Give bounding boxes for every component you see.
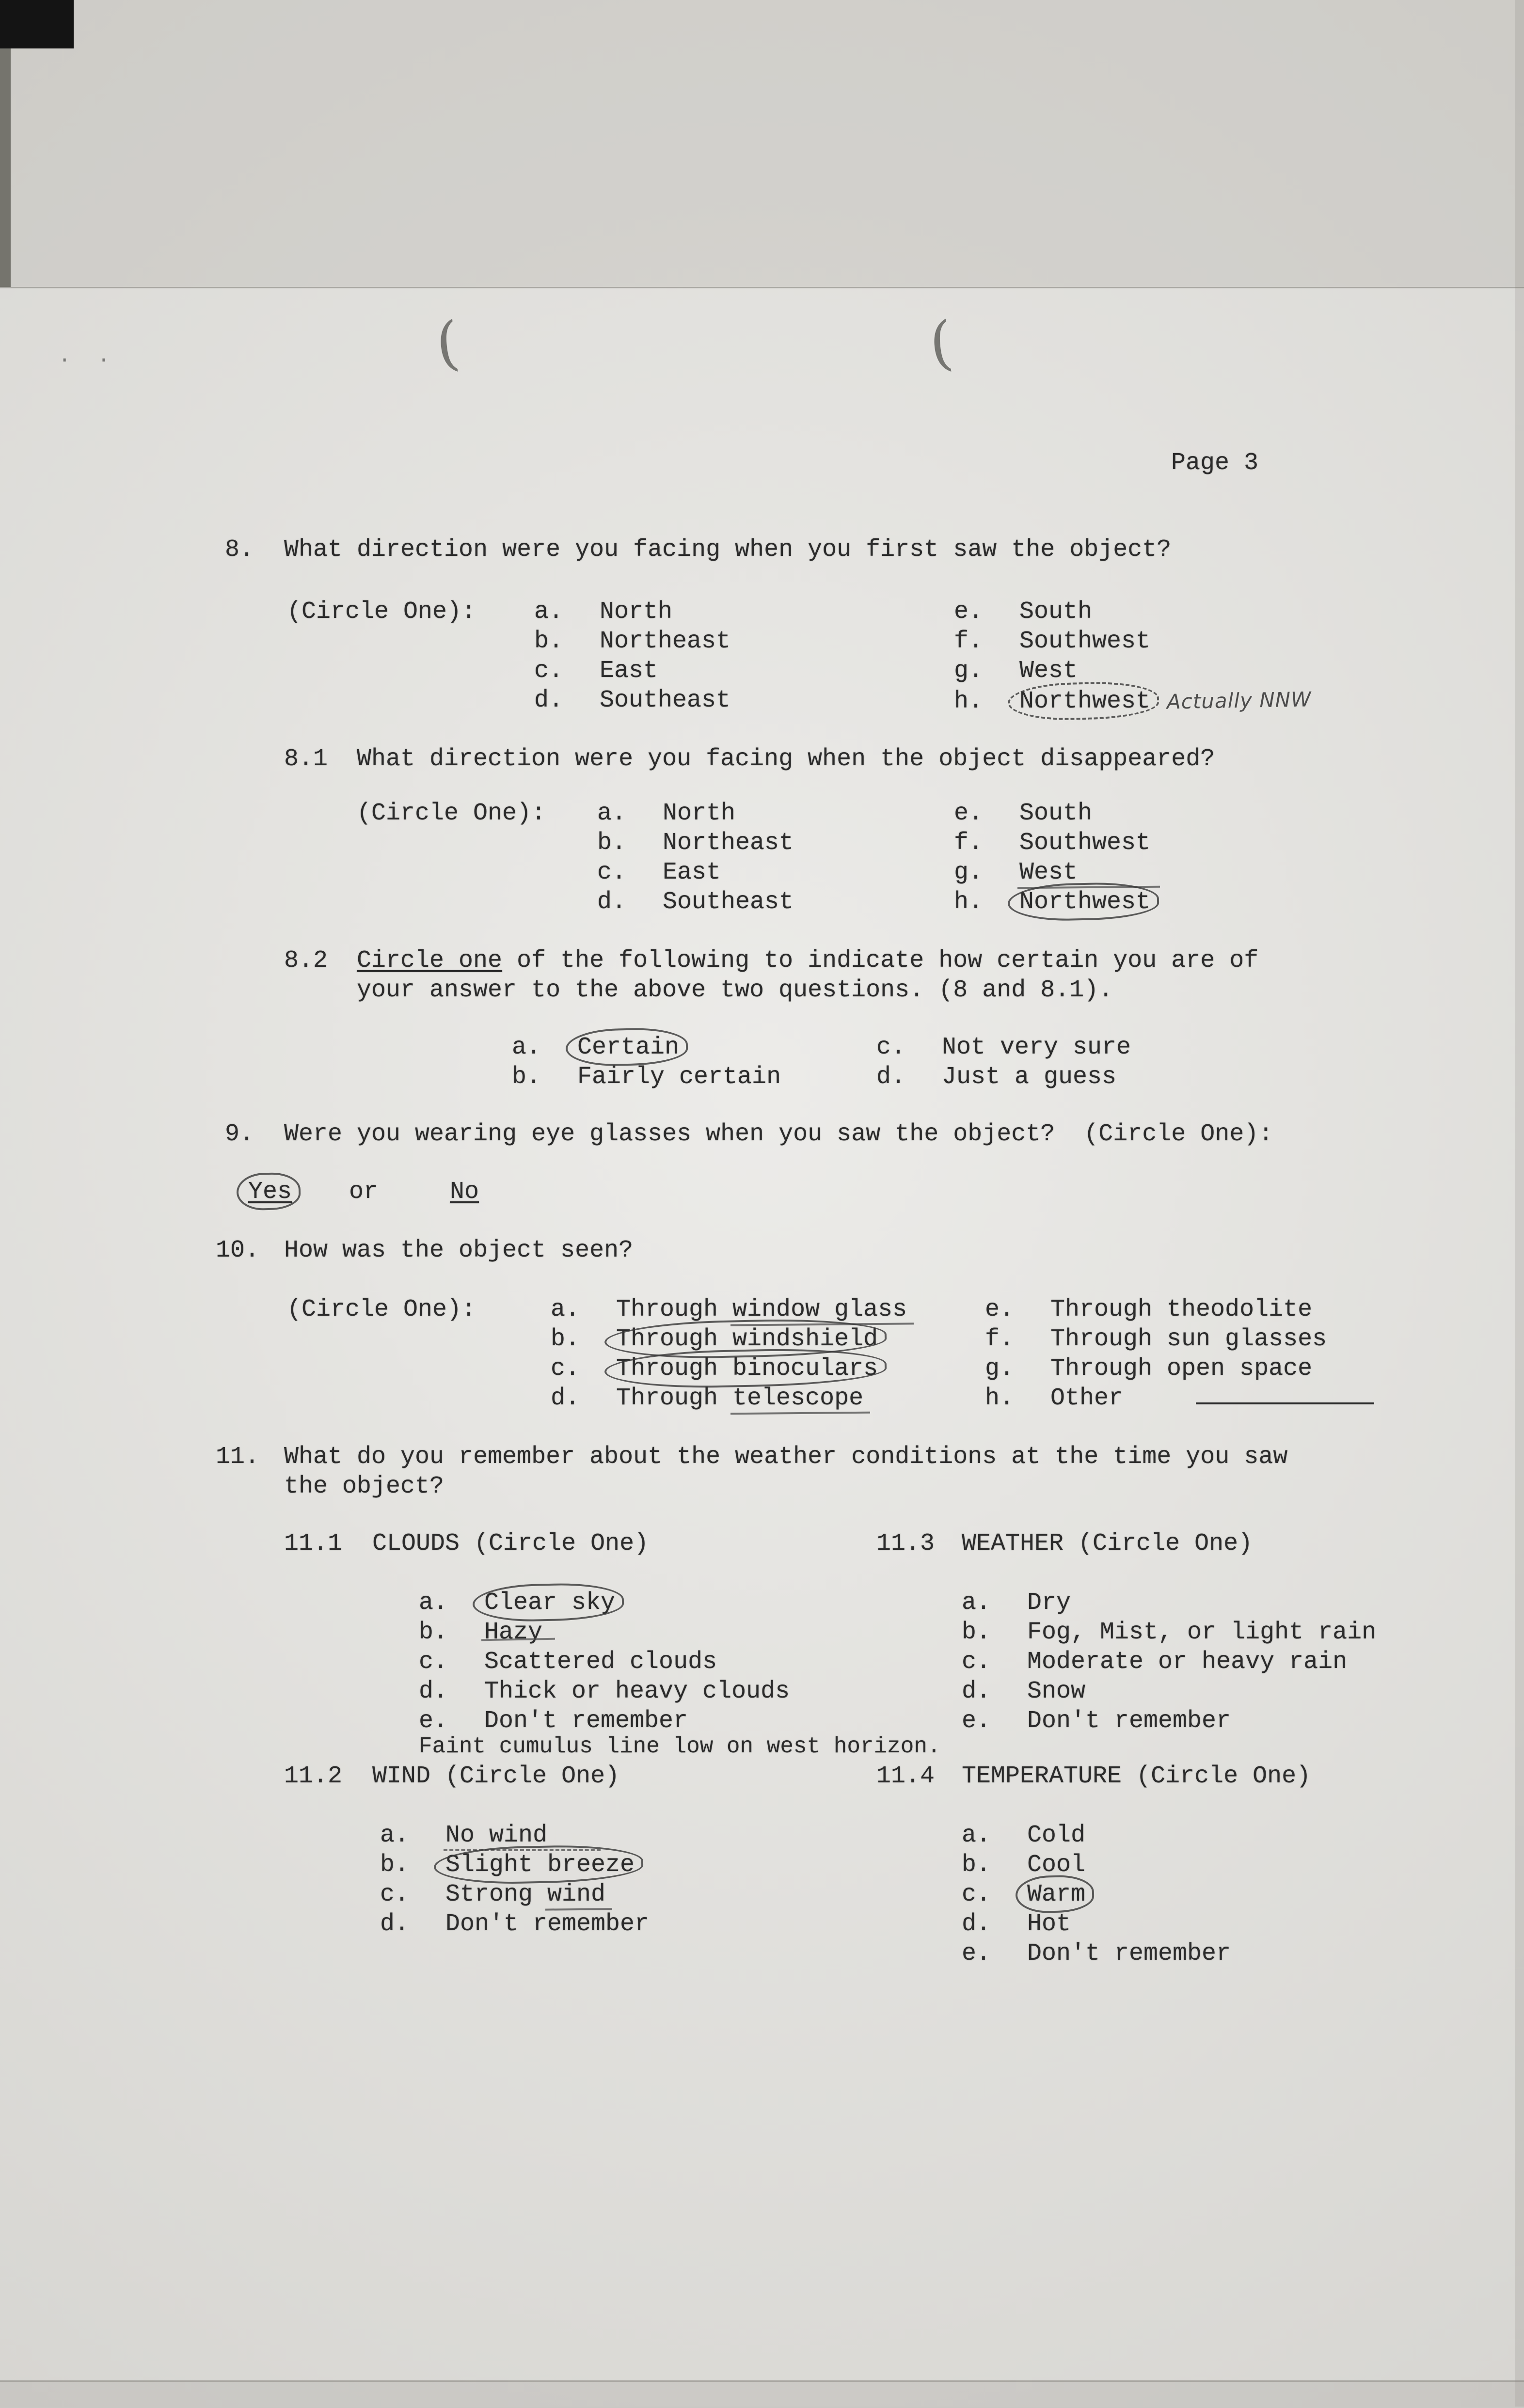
- pen-mark-parenthesis: (: [432, 309, 462, 379]
- q10-option-c-circled: c. Through binoculars: [551, 1355, 878, 1383]
- q9-answers: [248, 1177, 479, 1207]
- q10-options: [551, 1295, 1374, 1413]
- q8-option-c: c. East: [534, 657, 658, 685]
- question-11-number: 11.: [216, 1443, 260, 1471]
- q11-4-option-a: a. Cold: [962, 1822, 1086, 1849]
- q11-2-option-b-circled: b. Slight breeze: [380, 1851, 635, 1879]
- circled-answer-windshield: Through windshield: [616, 1325, 878, 1353]
- q8-circle-one-label: (Circle One):: [287, 598, 476, 626]
- question-11: [216, 1442, 1287, 1472]
- q10-option-f: f. Through sun glasses: [985, 1325, 1327, 1353]
- q11-3-option-e: e. Don't remember: [962, 1707, 1231, 1735]
- q8-1-option-e: e. South: [954, 800, 1093, 827]
- handwritten-note: Actually NNW: [1166, 687, 1312, 714]
- q11-4-options: [962, 1821, 1231, 1968]
- q8-option-a: a. North: [534, 598, 673, 626]
- q11-3-option-a: a. Dry: [962, 1589, 1071, 1617]
- q9-no-label: No: [450, 1178, 479, 1206]
- q11-1-option-c: c. Scattered clouds: [419, 1648, 717, 1676]
- scan-right-edge: [1515, 0, 1524, 2407]
- circled-answer-northwest: Northwest: [1019, 688, 1151, 715]
- other-blank-line: [1196, 1384, 1374, 1404]
- circled-answer-binoculars: Through binoculars: [616, 1355, 878, 1383]
- page-number: Page 3: [1171, 449, 1259, 477]
- question-10-text: How was the object seen?: [284, 1237, 634, 1264]
- scan-top-band: [0, 0, 1524, 288]
- q10-option-g: g. Through open space: [985, 1355, 1313, 1383]
- circled-answer-yes: Yes: [248, 1178, 292, 1206]
- q8-2-option-d: d. Just a guess: [876, 1063, 1117, 1091]
- question-8-text: What direction were you facing when you first saw the object?: [284, 536, 1172, 564]
- q11-4-option-b: b. Cool: [962, 1851, 1086, 1879]
- question-11-3-header: [876, 1529, 1253, 1558]
- q8-1-option-c: c. East: [597, 859, 721, 886]
- question-8-2: [284, 946, 1258, 976]
- question-8-1-text: What direction were you facing when the object disappeared?: [357, 745, 1215, 773]
- q11-2-option-d: d. Don't remember: [380, 1910, 650, 1938]
- q8-1-options: [597, 799, 1150, 917]
- question-8-1-number: 8.1: [284, 745, 328, 773]
- question-10-number: 10.: [216, 1237, 260, 1264]
- struck-answer-hazy: Hazy: [484, 1619, 543, 1646]
- question-8-number: 8.: [225, 536, 254, 564]
- underlined-answer-west: West: [1019, 859, 1078, 886]
- question-9-text: Were you wearing eye glasses when you saw the object? (Circle One):: [284, 1120, 1273, 1148]
- ink-specks: . .: [58, 344, 117, 368]
- underlined-window-glass: window glass: [732, 1296, 907, 1323]
- q11-3-option-d: d. Snow: [962, 1678, 1086, 1705]
- q8-2-option-a-circled: a. Certain: [512, 1034, 680, 1061]
- question-9: [225, 1119, 1273, 1149]
- circled-answer-clear-sky: Clear sky: [484, 1589, 616, 1617]
- q10-option-h-other: h. Other: [985, 1384, 1374, 1413]
- q11-1-option-d: d. Thick or heavy clouds: [419, 1678, 790, 1705]
- q8-option-b: b. Northeast: [534, 628, 731, 655]
- q11-2-options: [380, 1821, 649, 1939]
- q8-1-option-d: d. Southeast: [597, 888, 794, 916]
- q8-2-option-b: b. Fairly certain: [512, 1063, 781, 1091]
- question-11-1-header: [284, 1529, 649, 1558]
- q8-1-option-f: f. Southwest: [954, 829, 1151, 857]
- circled-answer-slight-breeze: Slight breeze: [445, 1851, 635, 1879]
- question-11-2-title: WIND (Circle One): [372, 1763, 620, 1790]
- q8-1-circle-one-label: (Circle One):: [357, 800, 546, 827]
- question-11-text-line1: What do you remember about the weather conditions at the time you saw: [284, 1443, 1288, 1471]
- question-11-3-title: WEATHER (Circle One): [962, 1530, 1253, 1558]
- q10-option-a-underlined: a. Through window glass: [551, 1296, 907, 1323]
- question-11-1-number: 11.1: [284, 1530, 343, 1558]
- circled-answer-certain: Certain: [577, 1034, 680, 1061]
- q8-option-h-circled: h. Northwest Actually NNW: [954, 686, 1312, 715]
- question-8-1: [284, 744, 1215, 774]
- question-11-3-number: 11.3: [876, 1530, 935, 1558]
- q8-option-g: g. West: [954, 657, 1078, 685]
- underlined-no-wind: No wind: [445, 1822, 548, 1849]
- question-11-text-line2: the object?: [284, 1473, 444, 1500]
- q8-options: [534, 597, 1312, 715]
- q11-4-option-c-circled: c. Warm: [962, 1881, 1086, 1908]
- q8-1-option-h-circled: h. Northwest: [954, 888, 1151, 916]
- circled-answer-northwest: Northwest: [1019, 888, 1151, 916]
- question-11-1-title: CLOUDS (Circle One): [372, 1530, 649, 1558]
- q11-3-option-c: c. Moderate or heavy rain: [962, 1648, 1348, 1676]
- q10-option-d-underlined: d. Through telescope: [551, 1385, 864, 1412]
- q11-1-option-b-struck: b. Hazy: [419, 1619, 543, 1646]
- question-11-4-title: TEMPERATURE (Circle One): [962, 1763, 1311, 1790]
- question-8: [225, 535, 1171, 565]
- q11-4-option-e: e. Don't remember: [962, 1940, 1231, 1967]
- question-8-2-text: of the following to indicate how certain you are of: [502, 947, 1259, 975]
- scan-bottom-band: [0, 2380, 1524, 2408]
- scan-corner-artifact: [0, 0, 74, 48]
- q8-2-option-c: c. Not very sure: [876, 1034, 1131, 1061]
- underlined-telescope: telescope: [732, 1385, 864, 1412]
- q11-3-option-b: b. Fog, Mist, or light rain: [962, 1619, 1377, 1646]
- question-11-4-header: [876, 1762, 1311, 1791]
- q10-circle-one-label: (Circle One):: [287, 1296, 476, 1323]
- question-11-2-number: 11.2: [284, 1763, 343, 1790]
- q8-1-option-g-underlined: g. West: [954, 859, 1078, 886]
- question-11-4-number: 11.4: [876, 1763, 935, 1790]
- q9-or-label: or: [349, 1178, 379, 1206]
- pen-mark-parenthesis: (: [926, 309, 956, 379]
- question-8-2-number: 8.2: [284, 947, 328, 975]
- q11-3-options: [962, 1588, 1376, 1736]
- clouds-typed-note: Faint cumulus line low on west horizon.: [419, 1734, 941, 1759]
- q11-4-option-d: d. Hot: [962, 1910, 1071, 1938]
- q8-option-f: f. Southwest: [954, 628, 1151, 655]
- question-8-2-underlined-text: Circle one: [357, 947, 503, 975]
- q8-2-options: [512, 1033, 1131, 1092]
- q8-option-d: d. Southeast: [534, 687, 731, 714]
- underlined-wind: wind: [547, 1881, 606, 1908]
- q10-option-e: e. Through theodolite: [985, 1296, 1313, 1323]
- question-10: [216, 1236, 633, 1265]
- q8-option-e: e. South: [954, 598, 1093, 626]
- q11-1-options: [419, 1588, 790, 1736]
- q11-1-option-e: e. Don't remember: [419, 1707, 688, 1735]
- circled-answer-warm: Warm: [1027, 1881, 1086, 1908]
- question-8-2-text-line2: your answer to the above two questions. (8 and 8.1).: [357, 976, 1113, 1004]
- q10-option-b-circled: b. Through windshield: [551, 1325, 878, 1353]
- question-11-2-header: [284, 1762, 619, 1791]
- q11-2-option-a-underlined: a. No wind: [380, 1822, 548, 1849]
- q11-2-option-c-underlined: c. Strong wind: [380, 1881, 606, 1908]
- q8-1-option-a: a. North: [597, 800, 736, 827]
- question-9-number: 9.: [225, 1120, 254, 1148]
- q11-1-option-a-circled: a. Clear sky: [419, 1589, 616, 1617]
- q8-1-option-b: b. Northeast: [597, 829, 794, 857]
